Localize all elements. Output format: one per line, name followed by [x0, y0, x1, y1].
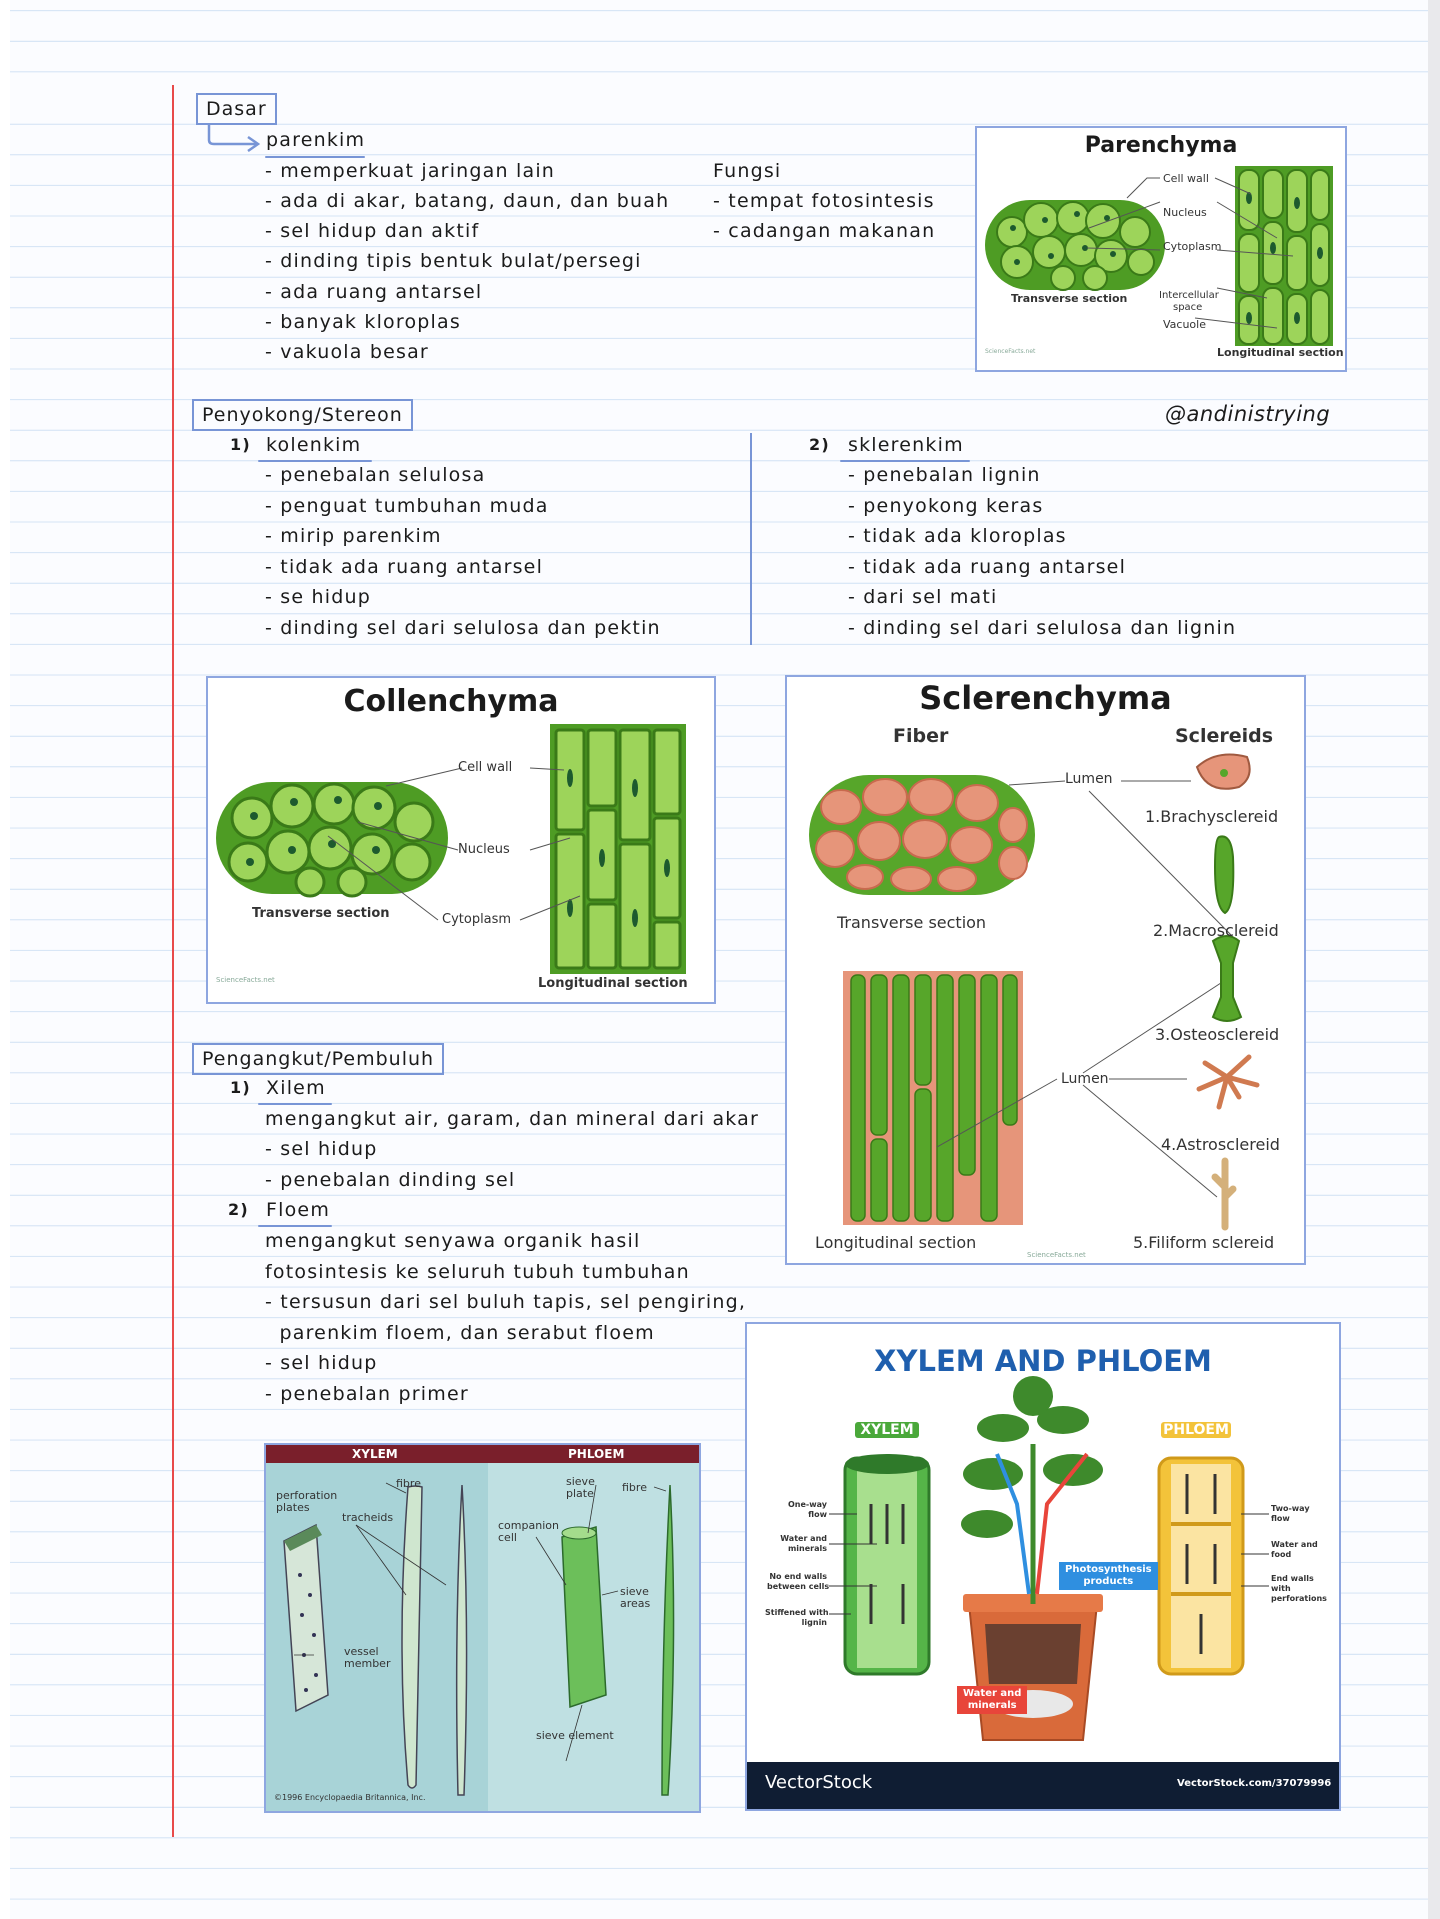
label-sieve-element: sieve element: [536, 1729, 614, 1742]
list-item: - dinding sel dari selulosa dan pektin: [265, 617, 661, 639]
list-item: - penguat tumbuhan muda: [265, 495, 549, 517]
label-sieve: sieve: [566, 1475, 595, 1488]
subheading-sklerenkim: sklerenkim: [848, 434, 964, 456]
label-two-way: Two-way flow: [1271, 1504, 1310, 1523]
underline: [258, 1103, 332, 1105]
number-2: 2): [228, 1200, 249, 1219]
badge-xylem: XYLEM: [855, 1422, 919, 1438]
label-vacuole: Vacuole: [1163, 318, 1206, 331]
list-item: - ada di akar, batang, daun, dan buah: [265, 190, 670, 212]
figure-title: Collenchyma: [343, 684, 559, 719]
label-water-food: Water and food: [1271, 1540, 1318, 1559]
heading-penyokong: Penyokong/Stereon: [192, 399, 413, 431]
label-intercellular: Intercellular: [1159, 290, 1219, 301]
number-2: 2): [809, 435, 830, 454]
figure-title: XYLEM AND PHLOEM: [874, 1344, 1212, 1378]
label-transverse: Transverse section: [837, 913, 987, 932]
underline: [258, 1225, 332, 1227]
list-item: parenkim floem, dan serabut floem: [265, 1322, 655, 1344]
label-fiber: Fiber: [893, 725, 949, 747]
list-item: - dinding sel dari selulosa dan lignin: [848, 617, 1237, 639]
label-photosynthesis-products: Photosynthesis products: [1059, 1562, 1158, 1590]
label-nucleus: Nucleus: [458, 842, 510, 857]
label-transverse: Transverse section: [252, 906, 390, 921]
sclereid-label: 3.Osteosclereid: [1155, 1025, 1280, 1044]
list-item: - tersusun dari sel buluh tapis, sel pengiring,: [265, 1291, 747, 1313]
label-tracheids: tracheids: [342, 1511, 394, 1524]
sclereid-label: 5.Filiform sclereid: [1133, 1233, 1275, 1252]
description: mengangkut air, garam, dan mineral dari akar: [265, 1108, 760, 1130]
list-item: - vakuola besar: [265, 341, 429, 363]
list-item: - tidak ada kloroplas: [848, 525, 1067, 547]
description: mengangkut senyawa organik hasil: [265, 1230, 641, 1252]
label-member: member: [344, 1657, 391, 1670]
label-fibre: fibre: [622, 1481, 647, 1494]
list-item: - penebalan dinding sel: [265, 1169, 516, 1191]
list-item: - penebalan primer: [265, 1383, 469, 1405]
list-item: - dari sel mati: [848, 586, 998, 608]
brand-url: VectorStock.com/37079996: [1177, 1778, 1332, 1789]
label-cell-wall: Cell wall: [458, 760, 513, 775]
label-longitudinal: Longitudinal section: [1217, 346, 1344, 359]
label-water-minerals-roots: Water and minerals: [957, 1686, 1027, 1714]
label-no-end-walls: No end walls between cells: [767, 1572, 830, 1591]
label-stiffened: Stiffened with lignin: [765, 1608, 829, 1627]
underline: [840, 460, 970, 462]
label-sieve-areas: areas: [620, 1597, 651, 1610]
figure-sclerenchyma: [785, 675, 1306, 1265]
list-item: - se hidup: [265, 586, 372, 608]
fungsi-item: - tempat fotosintesis: [713, 190, 935, 212]
fungsi-label: Fungsi: [713, 160, 782, 182]
list-item: - banyak kloroplas: [265, 311, 461, 333]
list-item: - sel hidup dan aktif: [265, 220, 480, 242]
figure-collenchyma: [206, 676, 716, 1004]
label-perforation: perforation: [276, 1489, 338, 1502]
figure-xylem-phloem-britannica: [264, 1443, 701, 1813]
label-phloem: PHLOEM: [568, 1447, 625, 1461]
heading-dasar: Dasar: [196, 93, 277, 125]
label-sclereids: Sclereids: [1175, 725, 1274, 747]
subheading-kolenkim: kolenkim: [266, 434, 362, 456]
copyright-text: ©1996 Encyclopaedia Britannica, Inc.: [274, 1793, 426, 1802]
list-item: - dinding tipis bentuk bulat/persegi: [265, 250, 642, 272]
label-longitudinal: Longitudinal section: [815, 1233, 977, 1252]
author-handle: @andinistrying: [1165, 402, 1331, 426]
red-margin-line: [172, 85, 174, 1837]
label-vessel: vessel: [344, 1645, 379, 1658]
figure-parenchyma: [975, 126, 1347, 372]
page-edge-shadow: [1428, 0, 1440, 1919]
number-1: 1): [230, 435, 251, 454]
credit-logo: ScienceFacts.net: [216, 976, 275, 984]
arrow-icon: [206, 122, 266, 152]
label-fibre: fibre: [396, 1477, 421, 1490]
label-space: space: [1173, 302, 1203, 313]
list-item: - penebalan selulosa: [265, 464, 486, 486]
figure-xylem-phloem-vector: [745, 1322, 1341, 1811]
label-one-way: One-way flow: [788, 1500, 827, 1519]
sclereid-label: 1.Brachysclereid: [1145, 807, 1279, 826]
list-item: - memperkuat jaringan lain: [265, 160, 556, 182]
underline: [258, 460, 372, 462]
list-item: - ada ruang antarsel: [265, 281, 483, 303]
label-companion: companion: [498, 1519, 559, 1532]
list-item: - tidak ada ruang antarsel: [848, 556, 1127, 578]
list-item: - mirip parenkim: [265, 525, 442, 547]
list-item: - penyokong keras: [848, 495, 1044, 517]
list-item: - penebalan lignin: [848, 464, 1041, 486]
label-end-walls: End walls with perforations: [1271, 1574, 1327, 1603]
list-item: - sel hidup: [265, 1352, 378, 1374]
label-cell: cell: [498, 1531, 517, 1544]
sclereid-label: 4.Astrosclereid: [1161, 1135, 1280, 1154]
label-transverse: Transverse section: [1011, 292, 1128, 305]
badge-phloem: PHLOEM: [1161, 1422, 1231, 1438]
underline: [265, 156, 365, 158]
list-item: - tidak ada ruang antarsel: [265, 556, 544, 578]
label-cytoplasm: Cytoplasm: [1163, 240, 1222, 253]
label-lumen: Lumen: [1065, 771, 1113, 787]
credit-logo: ScienceFacts.net: [1027, 1251, 1086, 1259]
sclereid-label: 2.Macrosclereid: [1153, 921, 1279, 940]
list-item: - sel hidup: [265, 1138, 378, 1160]
subheading-floem: Floem: [266, 1199, 331, 1221]
label-lumen: Lumen: [1061, 1071, 1109, 1087]
subheading-parenkim: parenkim: [266, 129, 366, 151]
column-divider: [750, 433, 752, 645]
figure-title: Parenchyma: [1084, 133, 1238, 158]
number-1: 1): [230, 1078, 251, 1097]
label-xylem: XYLEM: [352, 1447, 398, 1461]
credit-logo: ScienceFacts.net: [985, 348, 1036, 355]
description: fotosintesis ke seluruh tubuh tumbuhan: [265, 1261, 690, 1283]
label-nucleus: Nucleus: [1163, 206, 1207, 219]
label-cytoplasm: Cytoplasm: [442, 912, 512, 927]
heading-pengangkut: Pengangkut/Pembuluh: [192, 1043, 444, 1075]
label-plate: plate: [566, 1487, 594, 1500]
label-water-minerals: Water and minerals: [780, 1534, 827, 1553]
label-plates: plates: [276, 1501, 310, 1514]
label-longitudinal: Longitudinal section: [538, 976, 688, 991]
label-cell-wall: Cell wall: [1163, 172, 1209, 185]
subheading-xilem: Xilem: [266, 1077, 326, 1099]
label-sieve-areas: sieve: [620, 1585, 649, 1598]
figure-title: Sclerenchyma: [919, 679, 1172, 717]
brand-logo: VectorStock: [765, 1772, 873, 1793]
fungsi-item: - cadangan makanan: [713, 220, 936, 242]
